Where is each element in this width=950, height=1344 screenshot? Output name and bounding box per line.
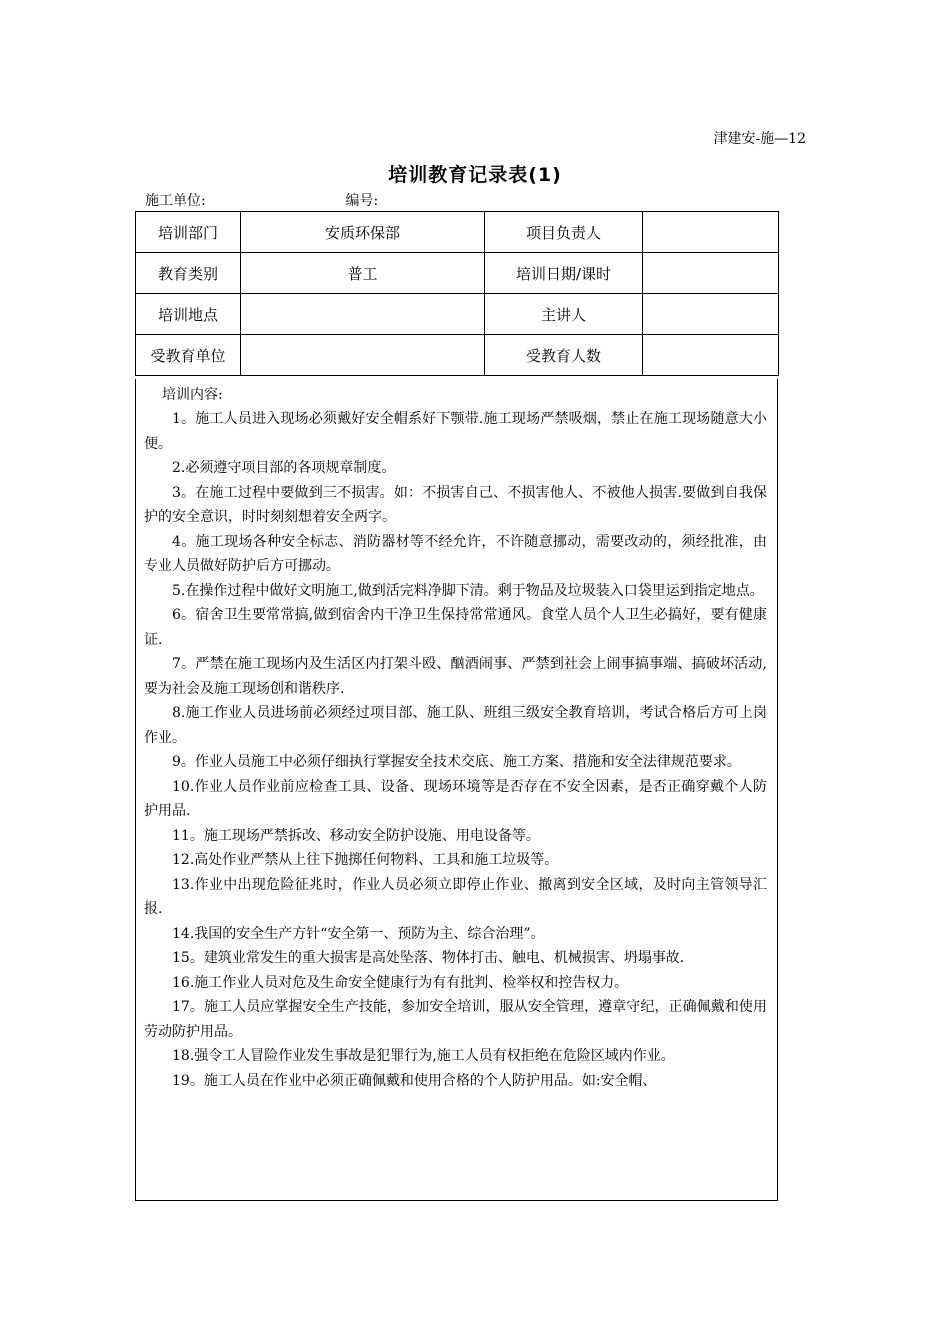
page-title: 培训教育记录表(1) <box>388 164 562 186</box>
info-row <box>136 294 779 335</box>
training-content-item: 2.必须遵守项目部的各项规章制度。 <box>172 460 396 476</box>
training-content-item: 1。施工人员进入现场必须戴好安全帽系好下颚带.施工现场严禁吸烟，禁止在施工现场随意大小便。 <box>144 411 767 452</box>
info-label-cell: 主讲人 <box>485 294 643 335</box>
info-value-cell <box>241 335 485 376</box>
info-label-cell: 培训日期/课时 <box>485 253 643 294</box>
info-value-cell <box>241 294 485 335</box>
info-label-cell: 培训部门 <box>136 212 241 253</box>
info-label-cell: 受教育单位 <box>136 335 241 376</box>
training-content-item: 6。宿舍卫生要常常搞,做到宿舍内干净卫生保持常常通风。食堂人员个人卫生必搞好，要有健康证. <box>144 607 767 648</box>
training-content-item: 8.施工作业人员进场前必须经过项目部、施工队、班组三级安全教育培训，考试合格后方可上岗作业。 <box>144 705 767 746</box>
training-content-item: 16.施工作业人员对危及生命安全健康行为有有批判、检举权和控告权力。 <box>172 974 629 991</box>
info-label-cell: 培训地点 <box>136 294 241 335</box>
training-content-item: 9。作业人员施工中必须仔细执行掌握安全技术交底、施工方案、措施和安全法律规范要求。 <box>172 754 741 770</box>
training-content-item: 17。施工人员应掌握安全生产技能，参加安全培训，服从安全管理，遵章守纪，正确佩戴和使用劳动防护用品。 <box>144 999 767 1040</box>
training-content-item: 4。施工现场各种安全标志、消防器材等不经允许，不许随意挪动，需要改动的，须经批准，由专业人员做好防护后方可挪动。 <box>144 533 767 574</box>
training-content-item: 11。施工现场严禁拆改、移动安全防护设施、用电设备等。 <box>172 827 540 844</box>
info-label-cell: 教育类别 <box>136 253 241 294</box>
info-value-cell <box>643 253 779 294</box>
training-content-item: 12.高处作业严禁从上往下抛掷任何物料、工具和施工垃圾等。 <box>172 852 559 868</box>
info-row <box>136 212 779 253</box>
training-content-item: 13.作业中出现危险征兆时，作业人员必须立即停止作业、撤离到安全区域，及时向主管领导汇报. <box>144 876 767 917</box>
info-value-cell <box>643 212 779 253</box>
info-row <box>136 253 779 294</box>
training-content-item: 14.我国的安全生产方针“安全第一、预防为主、综合治理”。 <box>172 925 545 942</box>
info-row <box>136 335 779 376</box>
info-label-cell: 受教育人数 <box>485 335 643 376</box>
training-content-item: 19。施工人员在作业中必须正确佩戴和使用合格的个人防护用品。如:安全帽、 <box>172 1072 657 1089</box>
info-value-cell <box>643 335 779 376</box>
info-label-cell: 项目负责人 <box>485 212 643 253</box>
construction-unit-label: 施工单位: <box>145 193 206 209</box>
training-content-item: 18.强令工人冒险作业发生事故是犯罪行为,施工人员有权拒绝在危险区域内作业。 <box>172 1048 675 1064</box>
training-content-item: 3。在施工过程中要做到三不损害。如：不损害自己、不损害他人、不被他人损害.要做到自我保护的安全意识，时时刻刻想着安全两字。 <box>144 484 767 525</box>
form-code: 津建安-施—12 <box>713 131 806 147</box>
training-content-box <box>135 379 778 1201</box>
training-content-label: 培训内容: <box>162 387 223 403</box>
training-content-item: 10.作业人员作业前应检查工具、设备、现场环境等是否存在不安全因素，是否正确穿戴个人防护用品. <box>144 778 767 819</box>
info-value-cell <box>643 294 779 335</box>
info-table-body <box>136 212 779 376</box>
info-value-cell: 安质环保部 <box>241 212 485 253</box>
info-table <box>135 211 779 376</box>
training-content-list <box>144 407 767 1093</box>
training-content-item: 7。严禁在施工现场内及生活区内打架斗殴、酗酒闹事、严禁到社会上闹事搞事端、搞破坏活动,要为社会及施工现场创和谐秩序. <box>144 656 767 697</box>
form-meta <box>145 190 378 210</box>
training-content-item: 15。建筑业常发生的重大损害是高处坠落、物体打击、触电、机械损害、坍塌事故. <box>172 950 685 966</box>
number-label: 编号: <box>345 193 379 209</box>
training-content-item: 5.在操作过程中做好文明施工,做到活完料净脚下清。剩于物品及垃圾装入口袋里运到指定地点。 <box>172 582 764 599</box>
info-value-cell: 普工 <box>241 253 485 294</box>
